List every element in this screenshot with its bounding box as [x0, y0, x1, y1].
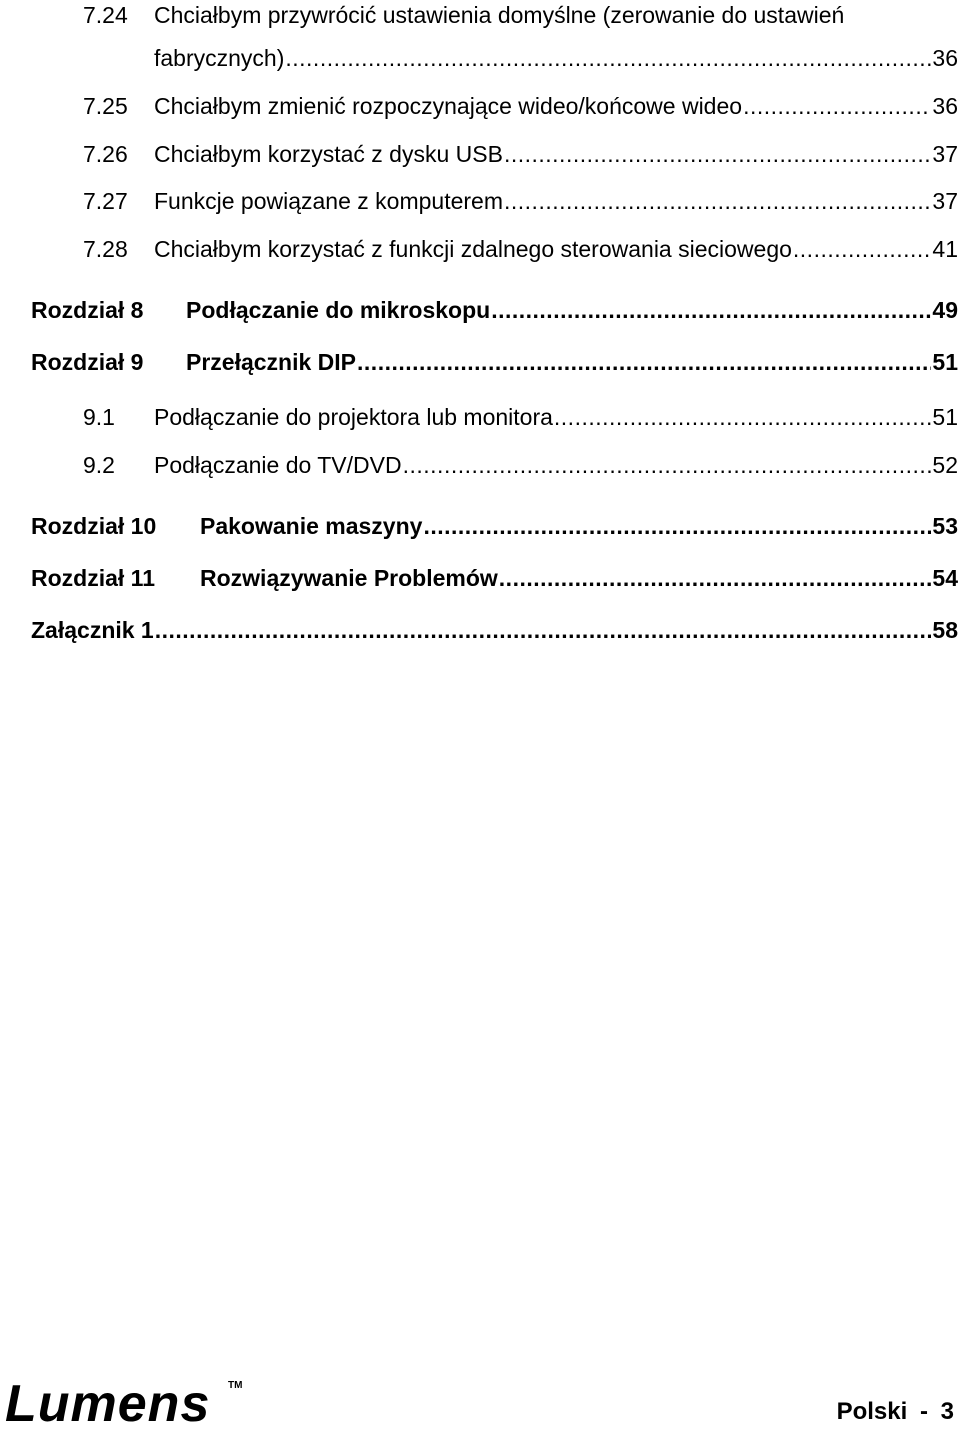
- toc-leader: [491, 295, 931, 325]
- toc-page: 58: [932, 617, 958, 643]
- toc-title: Podłączanie do projektora lub monitora: [154, 404, 553, 430]
- toc-entry-7-28: [83, 234, 958, 268]
- toc-title: Podłączanie do mikroskopu: [186, 297, 491, 323]
- trademark-mark: TM: [228, 1380, 243, 1391]
- page-footer: [837, 1398, 954, 1426]
- toc-chapter-label: Rozdział 8: [31, 297, 144, 323]
- toc-page: 37: [932, 188, 958, 214]
- toc-page: 54: [932, 565, 958, 591]
- toc-chapter-label: Rozdział 9: [31, 349, 144, 375]
- toc-number: 7.25: [83, 93, 128, 119]
- toc-leader: [285, 43, 931, 73]
- toc-title: Chciałbym korzystać z funkcji zdalnego sterowania sieciowego: [154, 236, 792, 262]
- toc-leader: [504, 186, 931, 216]
- toc-title-line1: Chciałbym przywrócić ustawienia domyślne (zerowanie do ustawień: [154, 2, 845, 28]
- toc-entry-9-2: [83, 450, 958, 484]
- toc-number: 7.24: [83, 2, 128, 28]
- toc-title: Chciałbym zmienić rozpoczynające wideo/końcowe wideo: [154, 93, 743, 119]
- toc-leader: [504, 139, 931, 169]
- toc-page: 51: [932, 349, 958, 375]
- toc-number: 9.1: [83, 404, 115, 430]
- toc-chapter-label: Rozdział 10: [31, 513, 157, 539]
- footer-language: Polski: [836, 1398, 908, 1425]
- toc-leader: [743, 91, 931, 121]
- toc-page: 36: [932, 45, 958, 71]
- toc-appendix-1: [31, 615, 958, 649]
- toc-entry-7-24-cont: [154, 43, 958, 77]
- toc-chapter-9: [31, 347, 958, 381]
- toc-title: Rozwiązywanie Problemów: [200, 565, 498, 591]
- toc-page: 51: [932, 404, 958, 430]
- toc-page: 53: [932, 513, 958, 539]
- toc-title-line2: fabrycznych): [154, 45, 285, 71]
- toc-number: 7.28: [83, 236, 128, 262]
- footer-separator: -: [919, 1398, 928, 1425]
- toc-title: Chciałbym korzystać z dysku USB: [154, 141, 503, 167]
- toc-entry-7-25: [83, 91, 958, 125]
- toc-page: 41: [932, 236, 958, 262]
- toc-page: 52: [932, 452, 958, 478]
- toc-entry-9-1: [83, 402, 958, 436]
- toc-leader: [357, 347, 931, 377]
- toc-title: Podłączanie do TV/DVD: [154, 452, 402, 478]
- toc-entry-7-27: [83, 186, 958, 220]
- toc-leader: [403, 450, 932, 480]
- toc-number: 9.2: [83, 452, 115, 478]
- toc-leader: [793, 234, 932, 264]
- toc-chapter-10: [31, 511, 958, 545]
- toc-chapter-label: Rozdział 11: [31, 565, 155, 591]
- footer-page-number: 3: [940, 1398, 954, 1425]
- toc-title: Załącznik 1: [31, 617, 154, 643]
- toc-page: 49: [932, 297, 958, 323]
- toc-title: Funkcje powiązane z komputerem: [154, 188, 503, 214]
- toc-entry-7-24: [83, 0, 953, 34]
- toc-leader: [499, 563, 932, 593]
- toc-leader: [155, 615, 932, 645]
- toc-leader: [554, 402, 932, 432]
- toc-number: 7.26: [83, 141, 128, 167]
- toc-number: 7.27: [83, 188, 128, 214]
- lumens-logo: Lumens: [5, 1375, 211, 1433]
- toc-entry-7-26: [83, 139, 958, 173]
- toc-page: 37: [932, 141, 958, 167]
- toc-title: Pakowanie maszyny: [200, 513, 423, 539]
- toc-leader: [423, 511, 931, 541]
- toc-chapter-8: [31, 295, 958, 329]
- toc-page: 36: [932, 93, 958, 119]
- toc-chapter-11: [31, 563, 958, 597]
- toc-title: Przełącznik DIP: [186, 349, 357, 375]
